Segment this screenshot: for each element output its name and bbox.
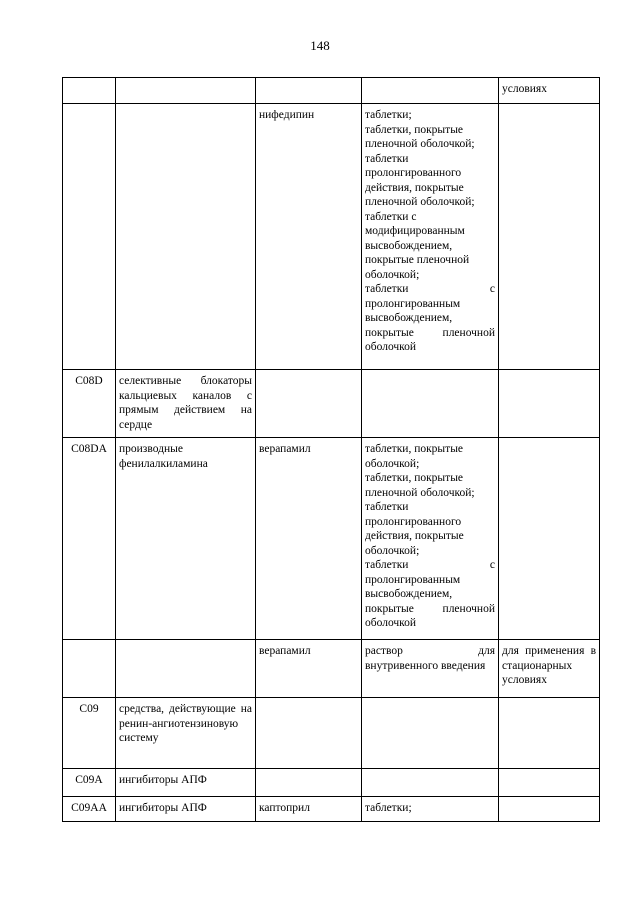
table-row — [63, 698, 600, 769]
code-cell: C08DA — [63, 438, 116, 640]
group-cell — [116, 104, 256, 370]
code-cell: C09A — [63, 769, 116, 797]
group-cell — [116, 78, 256, 104]
form-line: пролонгированным — [365, 297, 461, 310]
note-cell: для применения в стационарных условиях — [499, 640, 600, 698]
dosage-form-cell — [362, 370, 499, 438]
form-line: пленочной оболочкой; — [365, 486, 475, 499]
table-row — [63, 438, 600, 640]
group-cell: селективные блокаторы кальциевых каналов с прямым действием на сердце — [116, 370, 256, 438]
form-line: модифицированным — [365, 225, 465, 237]
form-line: таблетки — [365, 501, 409, 513]
form-line: покрытые пленочной — [365, 602, 495, 615]
dosage-form-cell — [362, 769, 499, 797]
form-line: таблетки, покрытые — [365, 472, 464, 484]
note-cell — [499, 104, 600, 370]
form-line: пролонгированного — [365, 515, 462, 528]
group-cell: средства, действующие на ренин-ангиотензиновую систему — [116, 698, 256, 769]
group-cell: производные фенилалкиламина — [116, 438, 256, 640]
form-line: покрытые пленочной — [365, 326, 495, 339]
drug-cell — [256, 769, 362, 797]
drug-cell: нифедипин — [256, 104, 362, 370]
table-row — [63, 769, 600, 797]
code-cell — [63, 640, 116, 698]
drug-cell: каптоприл — [256, 797, 362, 822]
dosage-form-cell: таблетки; — [362, 797, 499, 822]
form-line: высвобождением, — [365, 588, 453, 600]
dosage-form-cell — [362, 698, 499, 769]
form-line: таблетки с — [365, 559, 495, 571]
code-cell: C09AA — [63, 797, 116, 822]
table-row — [63, 370, 600, 438]
form-line: пролонгированным — [365, 573, 461, 586]
table-row — [63, 640, 600, 698]
note-cell: условиях — [499, 78, 600, 104]
group-cell: ингибиторы АПФ — [116, 769, 256, 797]
drug-cell — [256, 698, 362, 769]
form-line: таблетки; — [365, 109, 412, 121]
form-line: таблетки с — [365, 210, 417, 223]
table-row — [63, 78, 600, 104]
dosage-form-cell: раствор для внутривенного введения — [362, 640, 499, 698]
form-line: оболочкой; — [365, 457, 420, 470]
page-number: 148 — [310, 38, 330, 53]
form-line: оболочкой — [365, 617, 417, 629]
code-cell: C08D — [63, 370, 116, 438]
note-cell — [499, 797, 600, 822]
form-line: пленочной оболочкой; — [365, 196, 475, 208]
form-line: пленочной оболочкой; — [365, 138, 475, 150]
form-line: действия, покрытые — [365, 181, 464, 194]
code-cell: C09 — [63, 698, 116, 769]
note-cell — [499, 769, 600, 797]
drug-cell — [256, 78, 362, 104]
table-row — [63, 797, 600, 822]
form-line: действия, покрытые — [365, 530, 464, 542]
dosage-form-cell — [362, 438, 499, 640]
note-cell — [499, 370, 600, 438]
note-cell — [499, 438, 600, 640]
dosage-form-cell — [362, 104, 499, 370]
form-line: оболочкой — [365, 341, 417, 353]
code-cell — [63, 104, 116, 370]
form-line: покрытые пленочной — [365, 254, 470, 266]
drug-cell — [256, 370, 362, 438]
dosage-form-cell — [362, 78, 499, 104]
table-row — [63, 104, 600, 370]
drug-cell: верапамил — [256, 438, 362, 640]
form-line: оболочкой; — [365, 544, 420, 557]
code-cell — [63, 78, 116, 104]
drug-list-table — [62, 77, 600, 822]
form-line: таблетки с — [365, 283, 495, 295]
form-line: таблетки — [365, 152, 409, 165]
note-cell — [499, 698, 600, 769]
group-cell — [116, 640, 256, 698]
form-line: таблетки, покрытые — [365, 443, 464, 455]
form-line: оболочкой; — [365, 268, 420, 281]
form-line: высвобождением, — [365, 239, 453, 252]
form-line: высвобождением, — [365, 312, 453, 324]
group-cell: ингибиторы АПФ — [116, 797, 256, 822]
form-line: таблетки, покрытые — [365, 123, 464, 136]
form-line: пролонгированного — [365, 167, 462, 179]
drug-cell: верапамил — [256, 640, 362, 698]
